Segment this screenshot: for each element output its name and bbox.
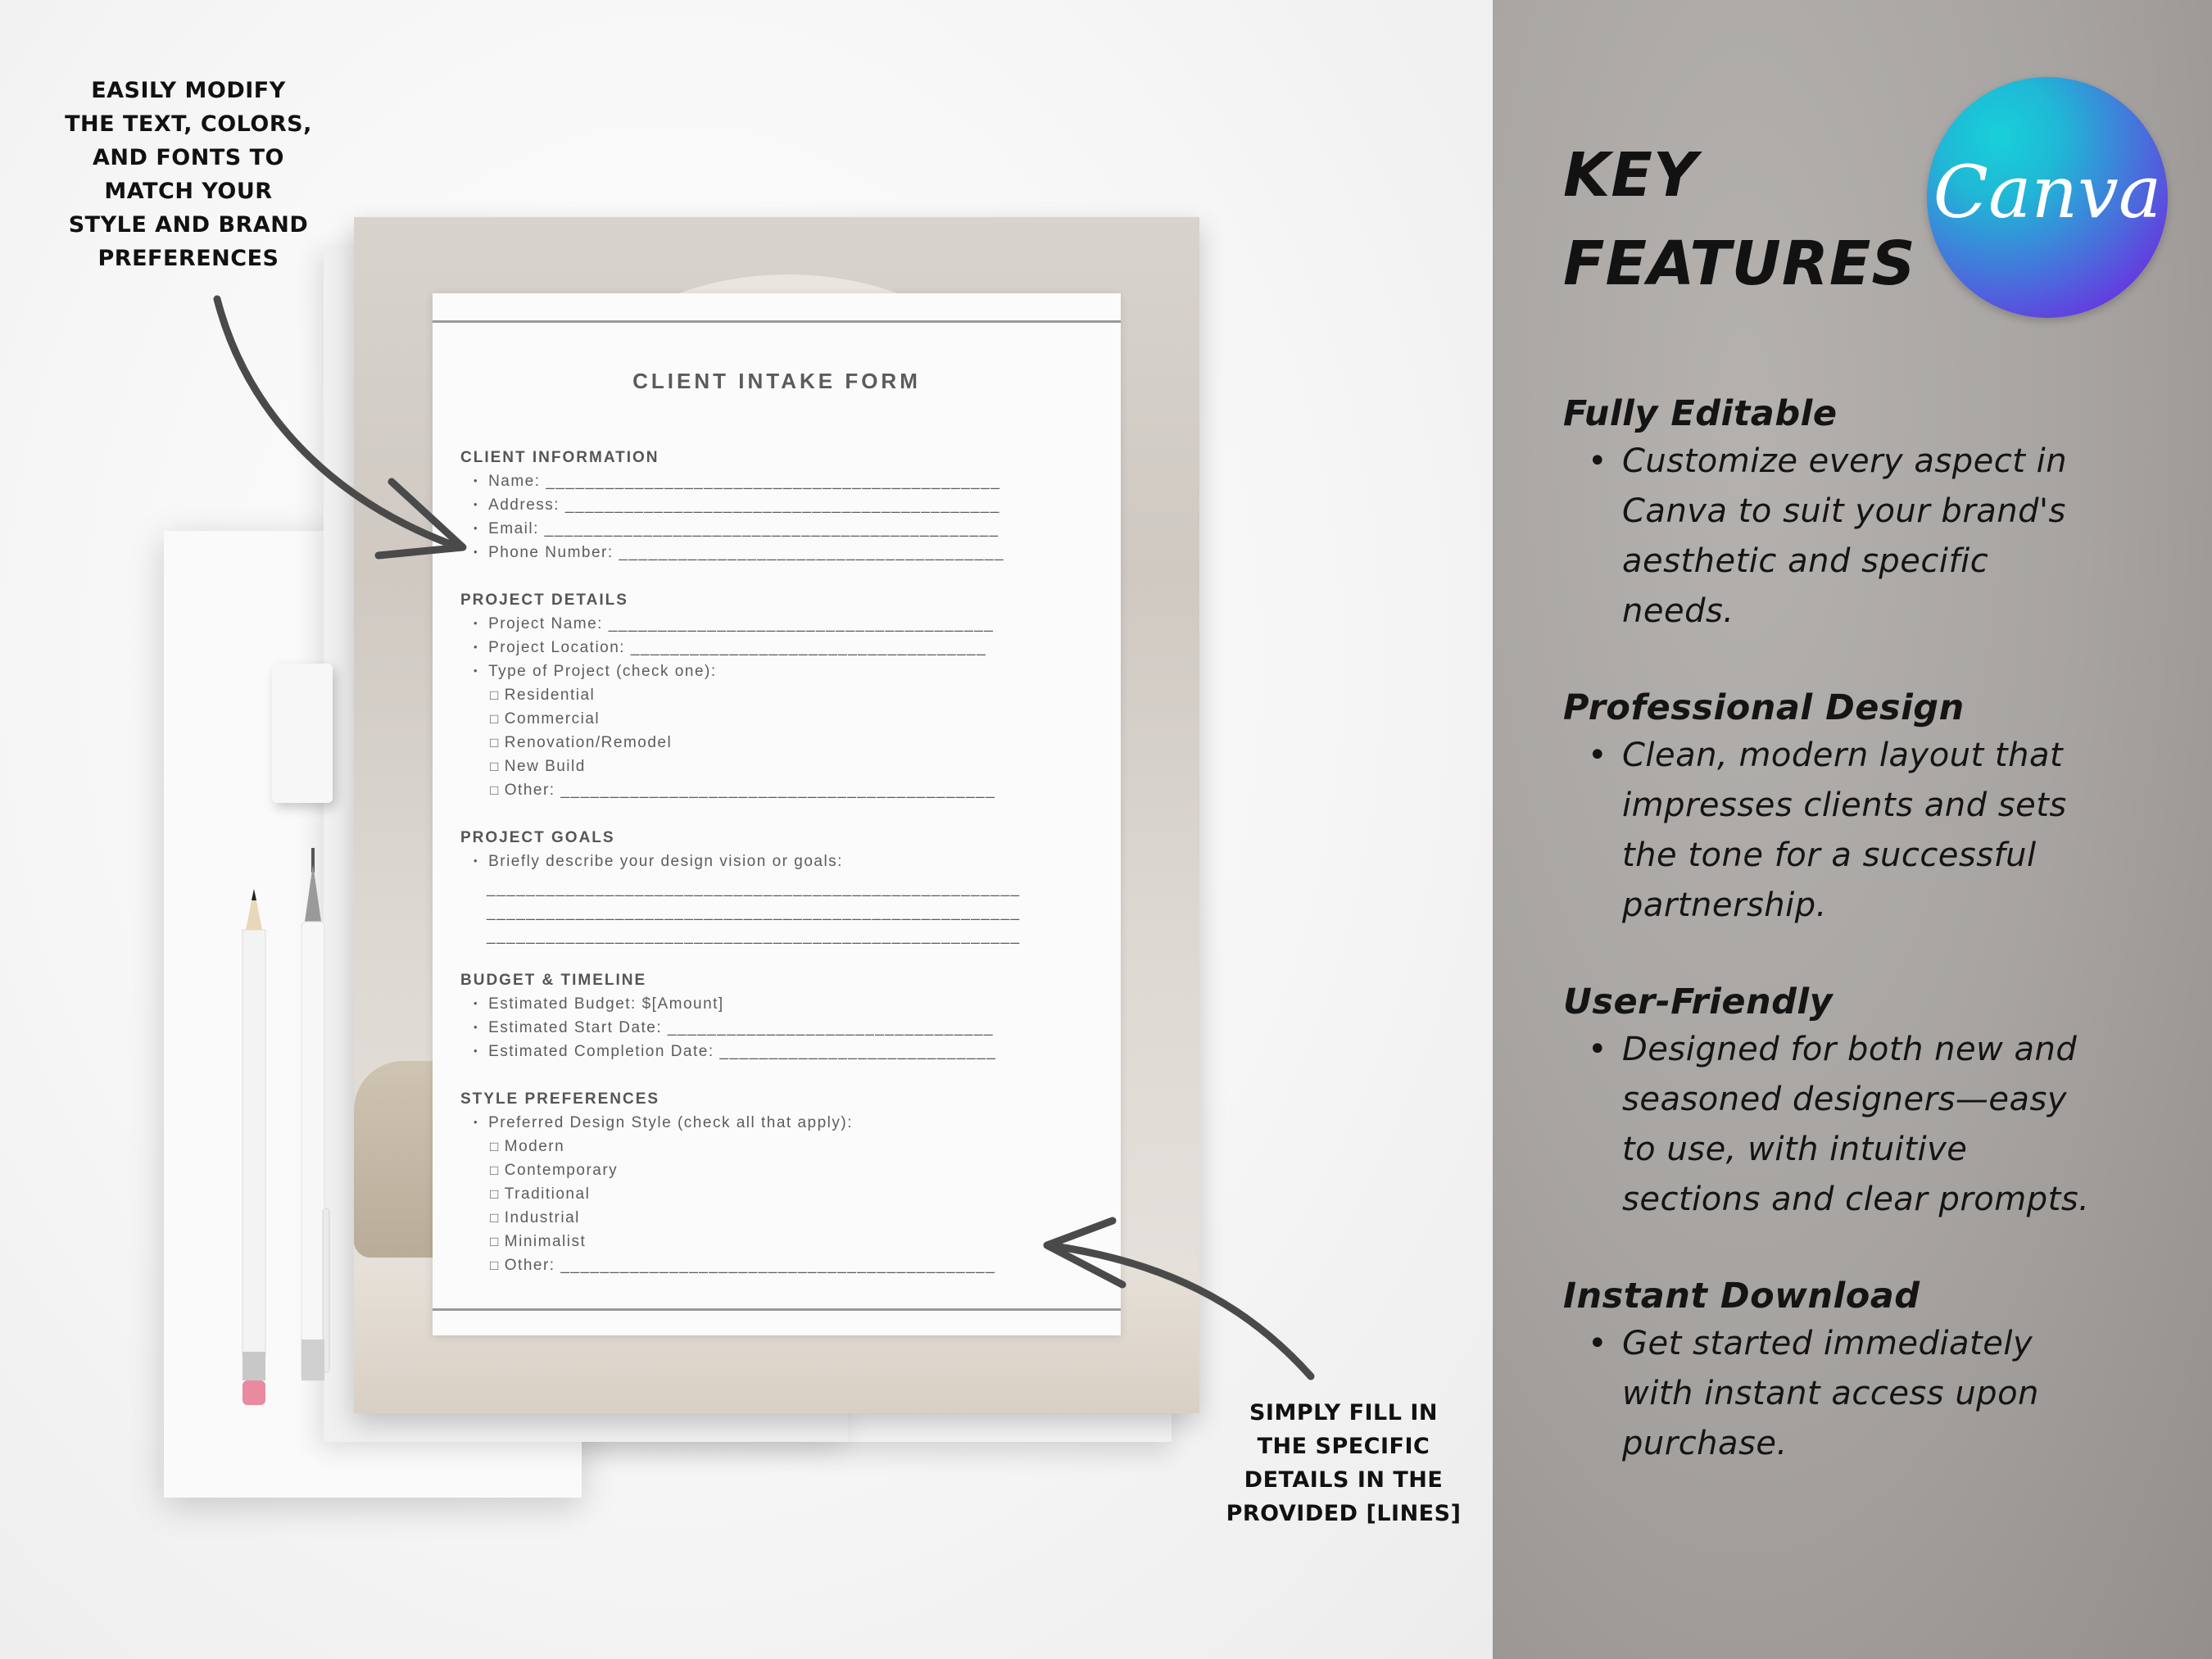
section-heading: BUDGET & TIMELINE [460,972,647,989]
form-field: • Estimated Start Date: _________________________________ [460,1016,1108,1040]
section-heading: PROJECT GOALS [460,829,615,846]
form-field: • Project Location: ____________________________________ [460,636,1108,660]
answer-line: ______________________________________________________ [487,880,1021,897]
form-field: • Estimated Budget: $[Amount] [460,992,1108,1016]
canva-logo [1927,77,2168,318]
feature-item [1563,980,2202,1225]
checkbox-option: □ Commercial [460,707,1108,731]
feature-list [1563,392,2202,1518]
callout-line: SIMPLY FILL IN [1249,1400,1439,1426]
callout-line: THE TEXT, COLORS, [65,111,312,137]
feature-item [1563,1274,2202,1469]
eraser [272,664,333,803]
feature-title: Instant Download [1563,1276,1920,1317]
feature-item [1563,392,2202,637]
form-field: • Email: ______________________________________________ [460,517,1108,541]
checkbox-option: □ Residential [460,683,1108,707]
feature-item [1563,686,2202,931]
callout-fill [1213,1396,1475,1530]
answer-line: ______________________________________________________ [487,927,1021,945]
feature-body: • Customize every aspect in Canva to suit your brand's aesthetic and specific needs. [1622,437,2202,637]
checkbox-option: □ Other: ____________________________________________ [460,778,1108,802]
form-field: • Project Name: _______________________________________ [460,612,1108,636]
feature-body: • Clean, modern layout that impresses clients and sets the tone for a successful partnership. [1622,731,2202,931]
checkbox-option: □ Traditional [460,1182,1108,1206]
form-field: • Phone Number: _______________________________________ [460,541,1108,564]
top-rule [433,320,1121,323]
client-intake-form [433,293,1121,1335]
key-features-title [1563,131,1956,308]
feature-title: User-Friendly [1563,981,1834,1022]
callout-line: PREFERENCES [97,246,279,271]
feature-body: • Get started immediately with instant access upon purchase. [1622,1319,2202,1469]
feature-title: Professional Design [1563,687,1965,728]
form-field: • Estimated Completion Date: ____________________________ [460,1040,1108,1063]
canva-logo-text: Canva [1933,150,2162,234]
section-heading: PROJECT DETAILS [460,592,628,609]
pencil [234,889,274,1413]
title-line: KEY [1563,140,1698,211]
checkbox-option: □ Minimalist [460,1230,1108,1253]
form-field: • Address: ____________________________________________ [460,493,1108,517]
title-line: FEATURES [1563,229,1916,299]
form-field: • Briefly describe your design vision or goals: [460,850,1108,873]
form-field: • Preferred Design Style (check all that apply): [460,1111,1108,1135]
checkbox-option: □ Industrial [460,1206,1108,1230]
checkbox-option: □ Contemporary [460,1158,1108,1182]
callout-line: MATCH YOUR [104,179,273,204]
callout-line: DETAILS IN THE [1244,1467,1444,1493]
form-title: CLIENT INTAKE FORM [632,369,921,393]
checkbox-option: □ Modern [460,1135,1108,1158]
feature-body: • Designed for both new and seasoned designers—easy to use, with intuitive sections and clear prompts. [1622,1025,2202,1225]
form-field: • Type of Project (check one): [460,660,1108,683]
checkbox-option: □ New Build [460,755,1108,778]
feature-title: Fully Editable [1563,393,1838,434]
checkbox-option: □ Renovation/Remodel [460,731,1108,755]
pen [292,848,334,1413]
callout-edit [49,74,328,275]
callout-line: PROVIDED [LINES] [1226,1501,1462,1526]
callout-line: EASILY MODIFY [91,78,286,103]
form-content [460,446,1108,1277]
bottom-rule [433,1308,1121,1311]
callout-line: THE SPECIFIC [1257,1434,1430,1459]
callout-line: STYLE AND BRAND [68,212,309,238]
section-heading: CLIENT INFORMATION [460,449,660,466]
section-heading: STYLE PREFERENCES [460,1090,660,1108]
checkbox-option: □ Other: ____________________________________________ [460,1253,1108,1277]
callout-line: AND FONTS TO [93,145,284,170]
form-field: • Name: ______________________________________________ [460,469,1108,493]
answer-line: ______________________________________________________ [487,904,1021,921]
